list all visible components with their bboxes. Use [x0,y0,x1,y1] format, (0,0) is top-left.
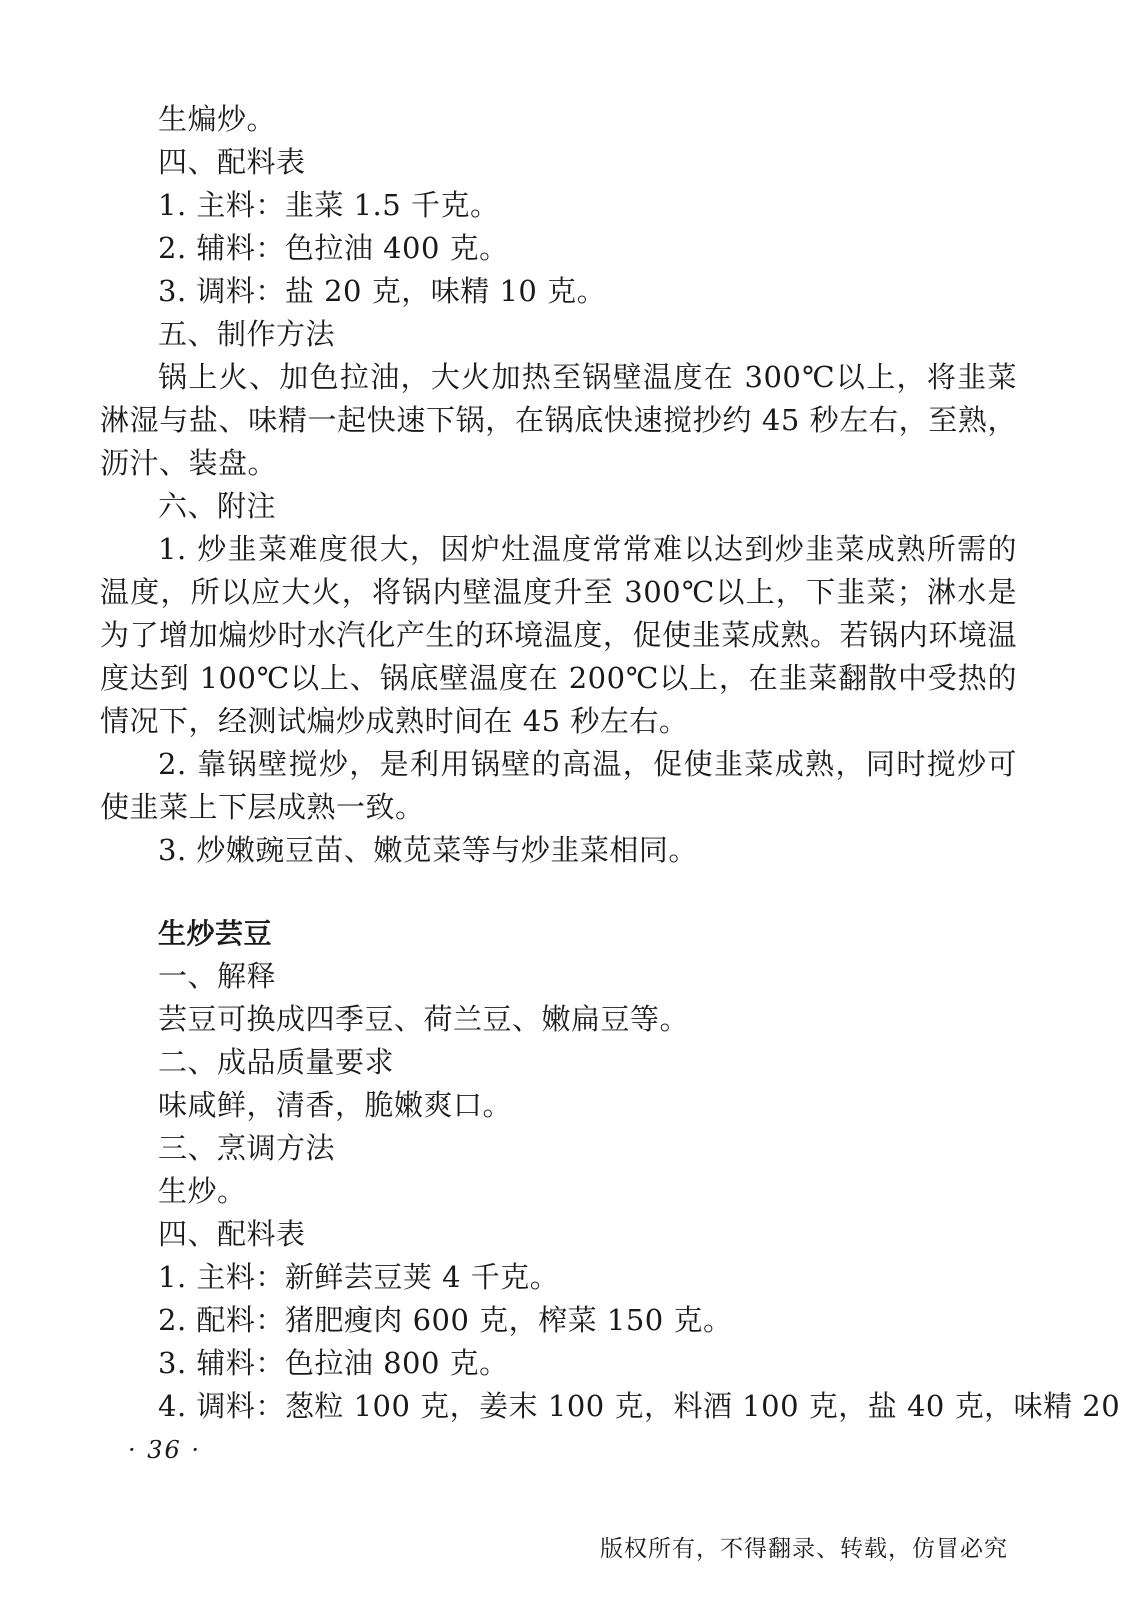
text-line: 芸豆可换成四季豆、荷兰豆、嫩扁豆等。 [158,1002,690,1036]
page-number: · 36 · [128,1436,202,1464]
section-heading: 五、制作方法 [158,317,336,351]
method-paragraph: 锅上火、加色拉油，大火加热至锅壁温度在 300℃以上，将韭菜淋湿与盐、味精一起快速下锅，在锅底快速搅抄约 45 秒左右，至熟，沥汁、装盘。 [100,360,1017,480]
ingredient-line: 1. 主料：韭菜 1.5 千克。 [158,188,500,222]
section-heading: 三、烹调方法 [158,1131,336,1165]
section-heading: 六、附注 [158,489,277,523]
ingredient-line: 2. 配料：猪肥瘦肉 600 克，榨菜 150 克。 [158,1303,733,1337]
note-paragraph: 2. 靠锅壁搅炒，是利用锅壁的高温，促使韭菜成熟，同时搅炒可使韭菜上下层成熟一致。 [100,747,1017,824]
copyright-footer: 版权所有，不得翻录、转载，仿冒必究 [600,1536,1008,1562]
section-heading: 四、配料表 [158,1217,306,1251]
note-line: 3. 炒嫩豌豆苗、嫩苋菜等与炒韭菜相同。 [158,833,698,867]
text-line: 生煸炒。 [158,102,277,136]
ingredient-line: 3. 辅料：色拉油 800 克。 [158,1346,509,1380]
section-spacer [100,872,1017,912]
section-heading: 二、成品质量要求 [158,1045,395,1079]
ingredient-line: 4. 调料：葱粒 100 克，姜末 100 克，料酒 100 克，盐 40 克，味精 20 [158,1389,1121,1423]
section-heading: 一、解释 [158,959,277,993]
ingredient-line: 2. 辅料：色拉油 400 克。 [158,231,509,265]
page-body [100,98,1121,1428]
note-paragraph: 1. 炒韭菜难度很大，因炉灶温度常常难以达到炒韭菜成熟所需的温度，所以应大火，将锅内壁温度升至 300℃以上，下韭菜；淋水是为了增加煸炒时水汽化产生的环境温度，促使韭菜成熟。若锅内环境温度达到 100℃以上、锅底壁温度在 200℃以上，在韭菜翻散中受热的情况下，经测试煸炒成熟时间在 45 秒左右。 [100,532,1017,738]
recipe-title: 生炒芸豆 [158,917,273,950]
section-heading: 四、配料表 [158,145,306,179]
ingredient-line: 1. 主料：新鲜芸豆荚 4 千克。 [158,1260,560,1294]
ingredient-line: 3. 调料：盐 20 克，味精 10 克。 [158,274,607,308]
text-line: 味咸鲜，清香，脆嫩爽口。 [158,1088,513,1122]
text-line: 生炒。 [158,1174,247,1208]
